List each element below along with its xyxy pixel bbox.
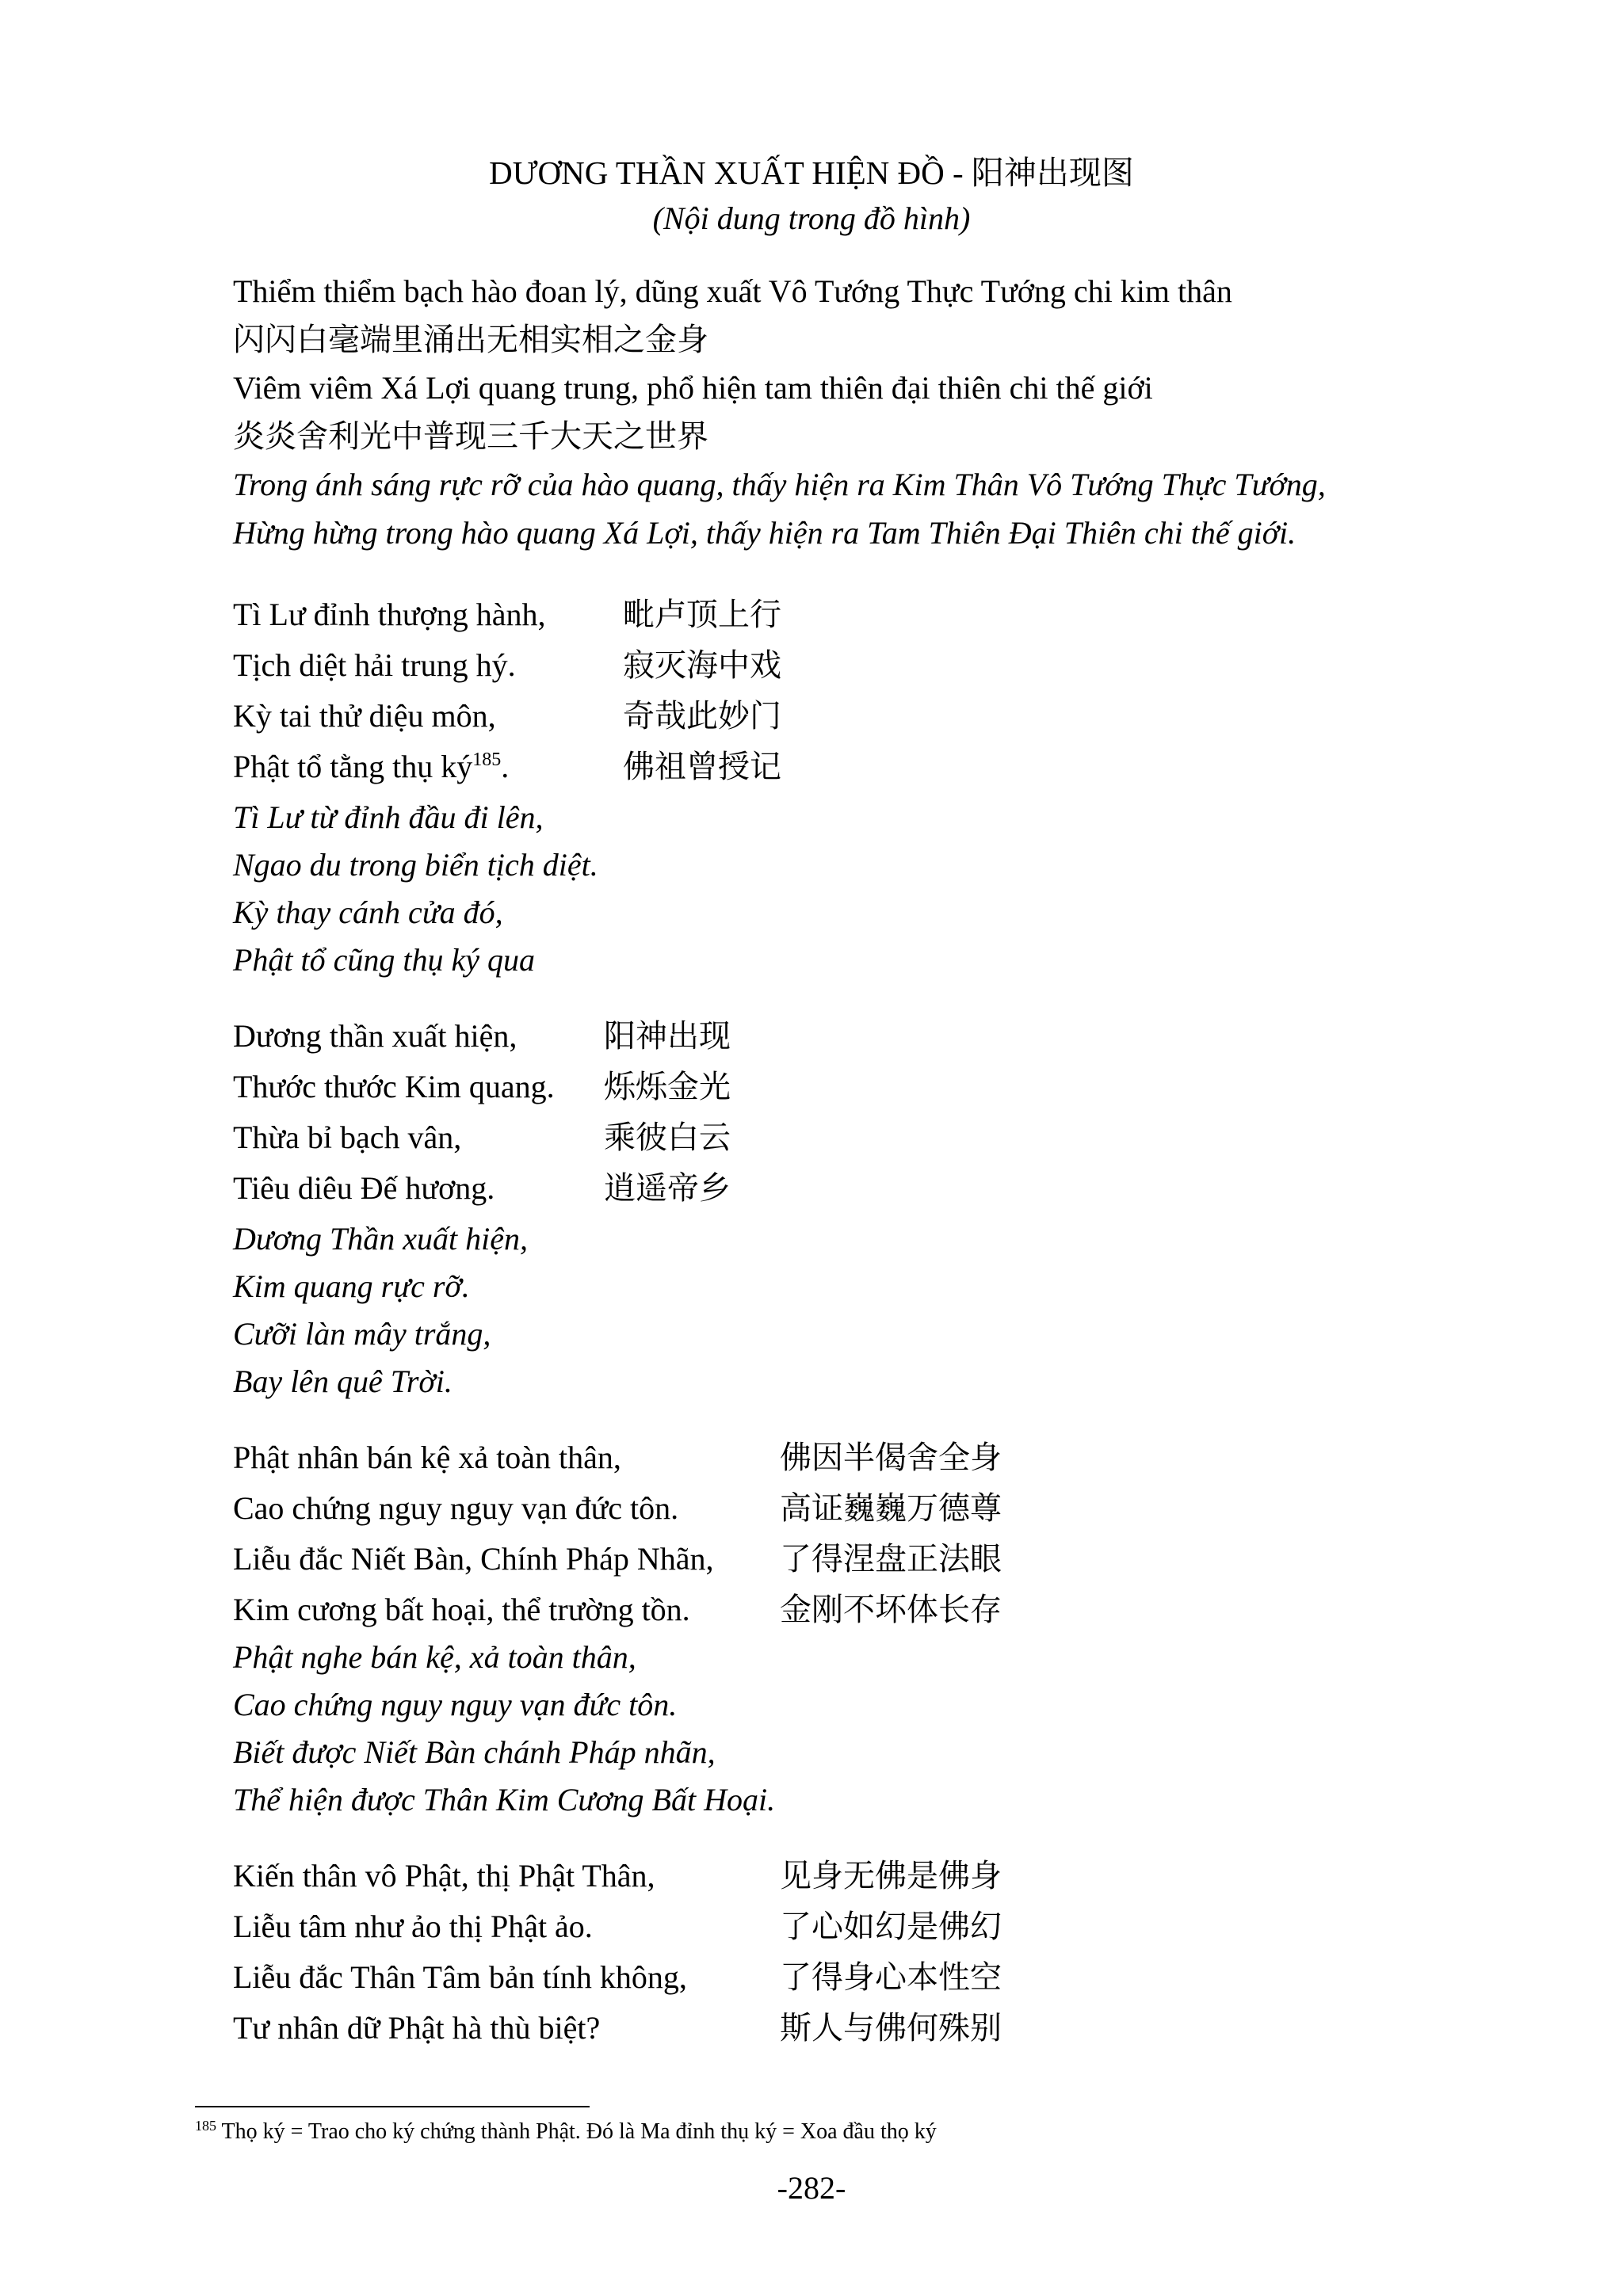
stanza1-viet-4 [233,748,509,786]
stanza3-chinese-1: 佛因半偈舍全身 [780,1440,1002,1475]
stanza2-viet-1: Dương thần xuất hiện, [233,1018,517,1054]
stanza1-viet-2: Tịch diệt hải trung hý. [233,647,516,683]
intro-line-1: Thiểm thiểm bạch hào đoan lý, dũng xuất Vô Tướng Thực Tướng chi kim thân [233,273,1232,309]
page-subtitle: (Nội dung trong đồ hình) [652,200,971,236]
intro-line-6: Hừng hừng trong hào quang Xá Lợi, thấy hiện ra Tam Thiên Đại Thiên chi thế giới. [233,515,1296,551]
stanza1-viet-4-text: Phật tổ tằng thụ ký [233,749,473,784]
footnote-ref: 185 [472,749,502,770]
stanza2-translation-1: Dương Thần xuất hiện, [233,1221,529,1257]
stanza4-chinese-2: 了心如幻是佛幻 [780,1909,1002,1944]
stanza4-chinese-1: 见身无佛是佛身 [780,1858,1002,1894]
stanza1-chinese-3: 奇哉此妙门 [623,698,781,734]
footnote [195,2119,937,2145]
stanza1-translation-2: Ngao du trong biển tịch diệt. [233,847,598,883]
stanza2-translation-4: Bay lên quê Trời. [233,1363,453,1399]
stanza2-chinese-2: 烁烁金光 [604,1069,731,1104]
stanza1-chinese-4: 佛祖曾授记 [623,749,781,784]
page-number: -282- [777,2170,846,2206]
stanza1-translation-1: Tì Lư từ đỉnh đầu đi lên, [233,799,544,835]
stanza2-viet-3: Thừa bỉ bạch vân, [233,1119,462,1155]
stanza1-translation-3: Kỳ thay cánh cửa đó, [233,894,503,930]
stanza1-chinese-1: 毗卢顶上行 [623,597,781,632]
stanza3-translation-2: Cao chứng nguy nguy vạn đức tôn. [233,1687,678,1722]
stanza3-translation-1: Phật nghe bán kệ, xả toàn thân, [233,1639,636,1675]
footnote-text: Thọ ký = Trao cho ký chứng thành Phật. Đó là Ma đỉnh thụ ký = Xoa đầu thọ ký [216,2119,937,2144]
intro-line-3: Viêm viêm Xá Lợi quang trung, phổ hiện tam thiên đại thiên chi thế giới [233,370,1153,406]
stanza4-chinese-4: 斯人与佛何殊别 [780,2010,1002,2046]
stanza3-chinese-4: 金刚不坏体长存 [780,1592,1002,1627]
stanza4-viet-3: Liễu đắc Thân Tâm bản tính không, [233,1959,687,1995]
page-title: DƯƠNG THẦN XUẤT HIỆN ĐỒ - 阳神出现图 [489,154,1134,191]
stanza2-chinese-4: 逍遥帝乡 [604,1170,731,1206]
stanza1-chinese-2: 寂灭海中戏 [623,647,781,683]
stanza2-translation-3: Cưỡi làn mây trắng, [233,1316,491,1352]
stanza3-viet-2: Cao chứng nguy nguy vạn đức tôn. [233,1490,679,1526]
stanza1-viet-3: Kỳ tai thử diệu môn, [233,698,496,734]
stanza3-viet-3: Liễu đắc Niết Bàn, Chính Pháp Nhãn, [233,1541,714,1577]
stanza3-chinese-3: 了得涅盘正法眼 [780,1541,1002,1577]
stanza2-chinese-3: 乘彼白云 [604,1119,731,1155]
intro-line-4: 炎炎舍利光中普现三千大天之世界 [233,418,708,454]
stanza2-chinese-1: 阳神出现 [604,1018,731,1054]
stanza4-chinese-3: 了得身心本性空 [780,1959,1002,1995]
stanza3-viet-4: Kim cương bất hoại, thể trường tồn. [233,1592,690,1627]
stanza2-viet-2: Thước thước Kim quang. [233,1069,555,1104]
stanza4-viet-4: Tư nhân dữ Phật hà thù biệt? [233,2010,601,2046]
stanza3-chinese-2: 高证巍巍万德尊 [780,1490,1002,1526]
stanza3-translation-3: Biết được Niết Bàn chánh Pháp nhãn, [233,1734,716,1770]
stanza3-viet-1: Phật nhân bán kệ xả toàn thân, [233,1440,621,1475]
stanza4-viet-1: Kiến thân vô Phật, thị Phật Thân, [233,1858,655,1894]
footnote-divider [195,2106,590,2107]
intro-line-5: Trong ánh sáng rực rỡ của hào quang, thấy hiện ra Kim Thân Vô Tướng Thực Tướng, [233,467,1326,502]
intro-line-2: 闪闪白毫端里涌出无相实相之金身 [233,322,708,357]
stanza1-translation-4: Phật tổ cũng thụ ký qua [233,942,536,978]
stanza1-viet-4-punct: . [501,749,510,784]
footnote-number: 185 [195,2118,216,2134]
stanza2-viet-4: Tiêu diêu Đế hương. [233,1170,495,1206]
stanza4-viet-2: Liễu tâm như ảo thị Phật ảo. [233,1909,593,1944]
stanza3-translation-4: Thể hiện được Thân Kim Cương Bất Hoại. [233,1782,776,1817]
stanza2-translation-2: Kim quang rực rỡ. [233,1268,470,1304]
stanza1-viet-1: Tì Lư đỉnh thượng hành, [233,597,546,632]
